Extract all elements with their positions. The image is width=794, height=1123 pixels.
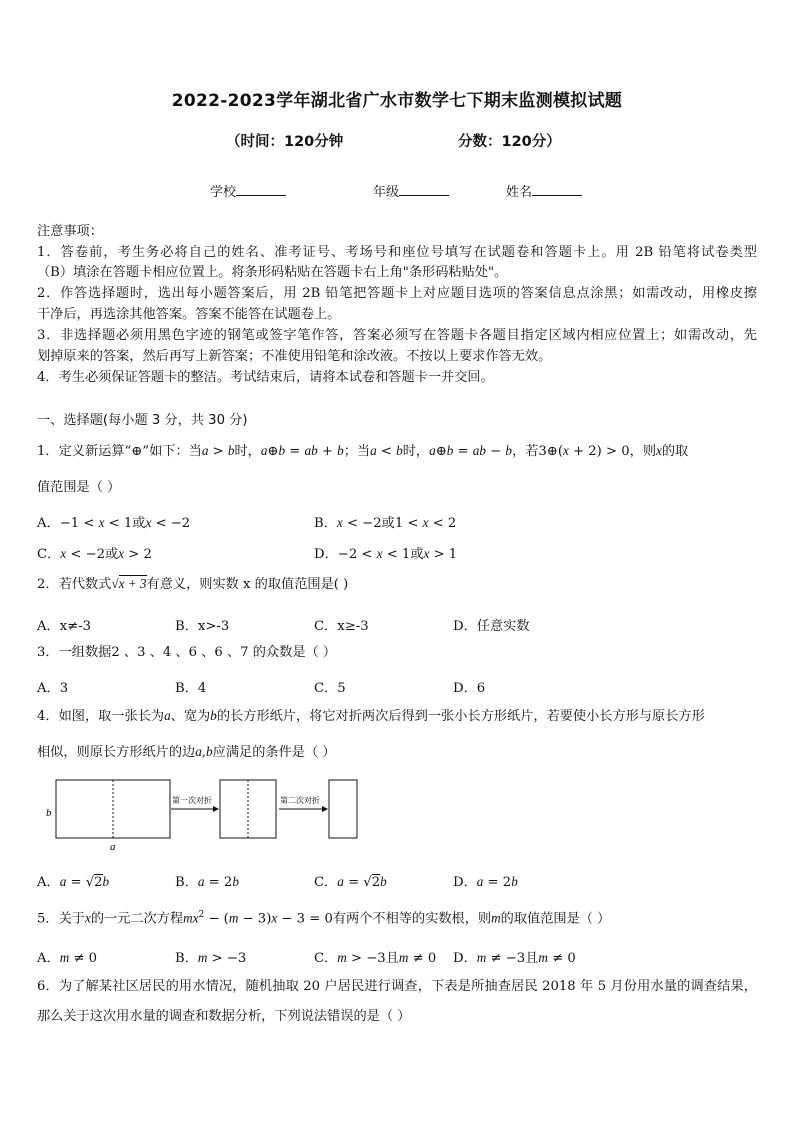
q5-option-c: C．m > −3且m ≠ 0 bbox=[314, 950, 437, 966]
note-4: 4．考生必须保证答题卡的整洁。考试结束后，请将本试卷和答题卡一并交回。 bbox=[37, 370, 494, 385]
q1-stem-line2: 值范围是（ ） bbox=[37, 480, 121, 495]
q5-option-a: A．m ≠ 0 bbox=[37, 950, 98, 966]
grade-label: 年级 bbox=[373, 185, 400, 200]
name-label: 姓名 bbox=[506, 185, 533, 200]
exam-score: 分数：120分） bbox=[458, 134, 561, 150]
q2-option-c: C．x≥-3 bbox=[314, 619, 369, 634]
notes-heading: 注意事项： bbox=[37, 224, 103, 239]
q6-stem: 6．为了解某社区居民的用水情况，随机抽取 20 户居民进行调查，下表是所抽查居民 2018 年 5 月份用水量的调查结果， bbox=[37, 979, 757, 994]
label-b: b bbox=[46, 807, 52, 819]
note-1a: 1．答卷前，考生务必将自己的姓名、准考证号、考场号和座位号填写在试题卷和答题卡上。用 2B 铅笔将试卷类型 bbox=[37, 245, 757, 260]
q1-option-d: D．−2 < x < 1或x > 1 bbox=[314, 546, 458, 562]
q5-option-d: D．m ≠ −3且m ≠ 0 bbox=[453, 950, 576, 966]
q3-option-d: D．6 bbox=[453, 681, 486, 696]
q3-stem: 3．一组数据2 、3 、4 、6 、6 、7 的众数是（ ） bbox=[37, 645, 337, 660]
note-3b: 划掉原来的答案，然后再写上新答案；不准使用铅笔和涂改液。不按以上要求作答无效。 bbox=[37, 349, 552, 364]
school-label: 学校 bbox=[210, 185, 237, 200]
q4-option-b: B．a = 2b bbox=[175, 874, 239, 890]
fold-label-2: 第二次对折 bbox=[280, 796, 320, 805]
arrow-2-head bbox=[322, 806, 328, 812]
note-2b: 干净后，再选涂其他答案。答案不能答在试题卷上。 bbox=[37, 307, 341, 322]
fold-label-1: 第一次对折 bbox=[172, 796, 212, 805]
q3-option-b: B．4 bbox=[175, 681, 207, 696]
note-2a: 2．作答选择题时，选出每小题答案后，用 2B 铅笔把答题卡上对应题目选项的答案信息点涂黑；如需改动，用橡皮擦 bbox=[37, 286, 757, 301]
q2-option-a: A．x≠-3 bbox=[37, 619, 92, 634]
q2-option-d: D．任意实数 bbox=[453, 619, 530, 634]
q4-stem: 4．如图，取一张长为a、宽为b的长方形纸片，将它对折两次后得到一张小长方形纸片，若要使小长方形与原长方形 bbox=[37, 708, 705, 724]
label-a: a bbox=[110, 841, 116, 853]
exam-time: （时间：120分钟 bbox=[226, 134, 344, 150]
q2-stem: 2．若代数式√x + 3有意义，则实数 x 的取值范围是( ) bbox=[37, 576, 349, 592]
q4-stem-line2: 相似，则原长方形纸片的边a,b应满足的条件是（ ） bbox=[37, 744, 336, 760]
q1-option-c: C．x < −2或x > 2 bbox=[37, 546, 152, 562]
q4-option-a: A．a = √2b bbox=[37, 874, 110, 890]
q4-option-c: C．a = √2b bbox=[314, 874, 387, 890]
sqrt-expression: √x + 3 bbox=[111, 576, 147, 591]
q2-option-b: B．x>-3 bbox=[175, 619, 230, 634]
q1-option-a: A．−1 < x < 1或x < −2 bbox=[37, 515, 191, 531]
q4-option-d: D．a = 2b bbox=[453, 874, 518, 890]
q1-stem: 1．定义新运算“⊕”如下：当a > b时，a⊕b = ab + b；当a < b时，a⊕b = ab − b，若3⊕(x + 2) > 0，则x的取 bbox=[37, 443, 689, 459]
quarter-rectangle bbox=[329, 780, 357, 838]
q1-option-b: B．x < −2或1 < x < 2 bbox=[314, 515, 457, 531]
q5-stem: 5．关于x的一元二次方程$mx^2 - (m - 3)x - 3 = 0$有两个不相等的实数根，则m的取值范围是（ ） bbox=[37, 910, 611, 927]
section-heading: 一、选择题(每小题 3 分，共 30 分) bbox=[37, 413, 248, 428]
q6-stem-line2: 那么关于这次用水量的调查和数据分析，下列说法错误的是（ ） bbox=[37, 1009, 411, 1024]
q5-option-b: B．m > −3 bbox=[175, 950, 247, 966]
q3-option-a: A．3 bbox=[37, 681, 69, 696]
arrow-1-head bbox=[213, 806, 219, 812]
note-1b: （B）填涂在答题卡相应位置上。将条形码粘贴在答题卡右上角"条形码粘贴处"。 bbox=[37, 265, 508, 280]
note-3a: 3．非选择题必须用黑色字迹的钢笔或签字笔作答，答案必须写在答题卡各题目指定区域内相应位置上；如需改动，先 bbox=[37, 328, 757, 343]
page-title: 2022-2023学年湖北省广水市数学七下期末监测模拟试题 bbox=[171, 91, 623, 111]
q3-option-c: C．5 bbox=[314, 681, 346, 696]
